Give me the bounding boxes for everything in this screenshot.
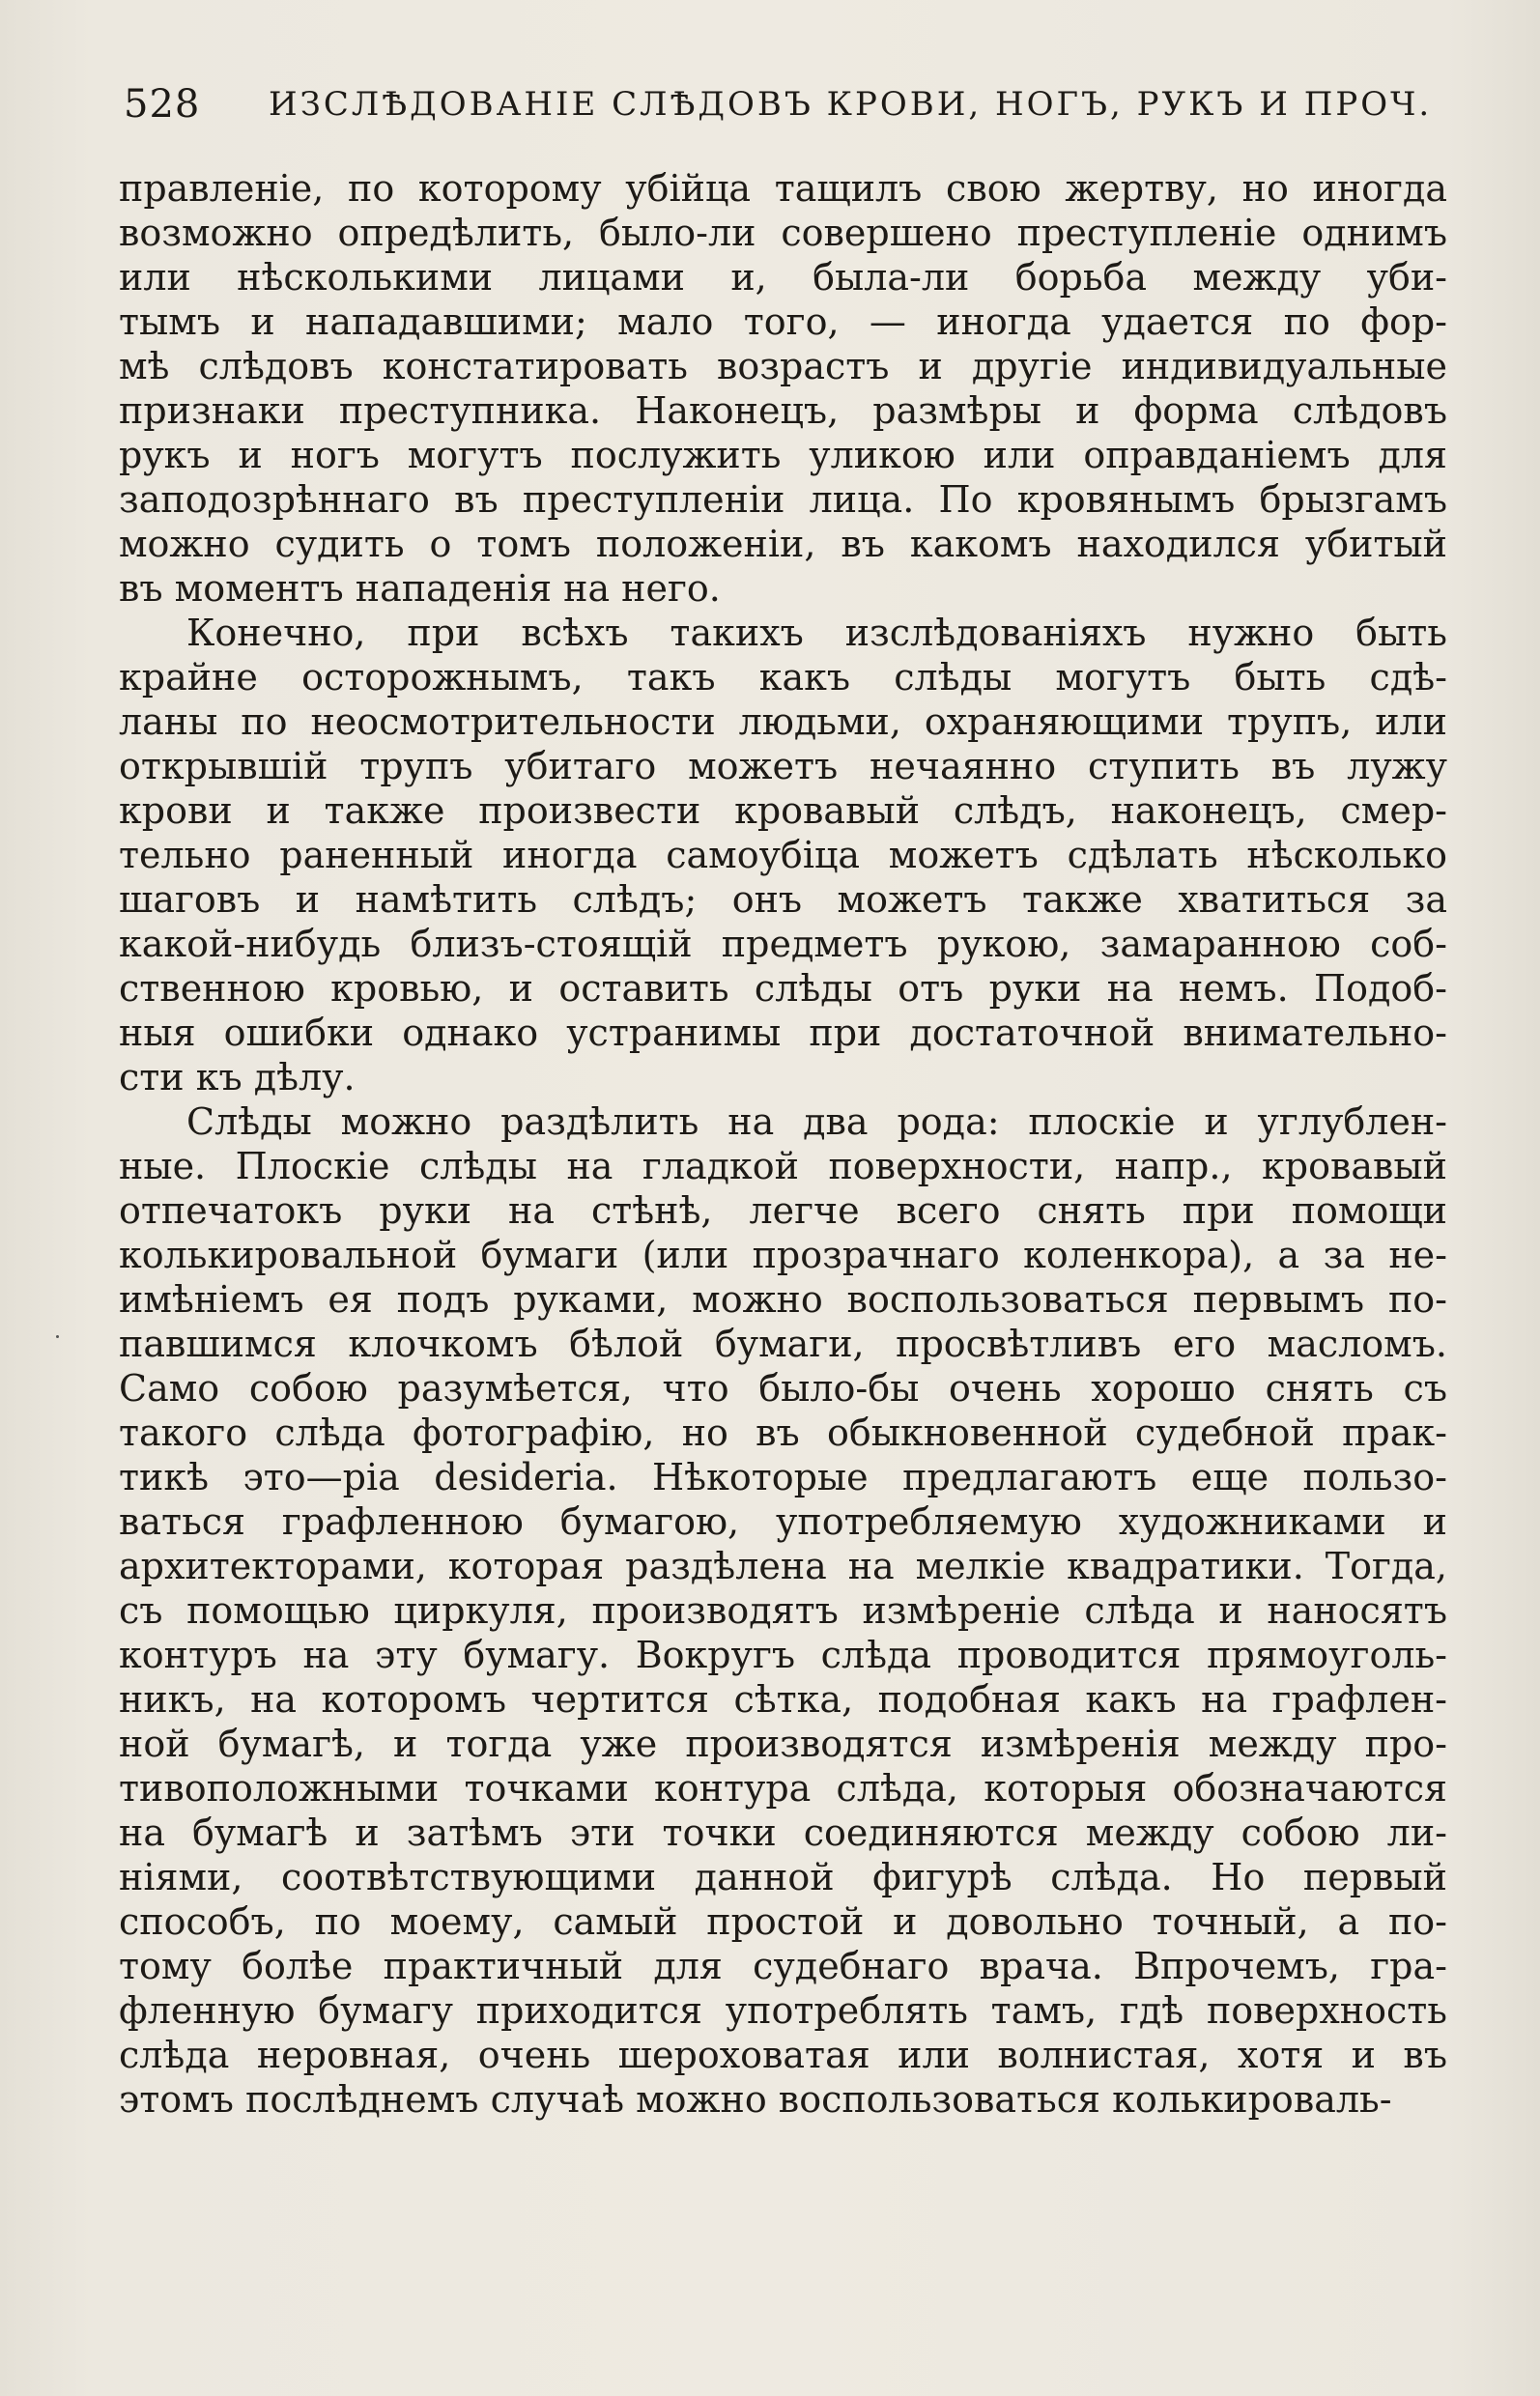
text-line: ланы по неосмотрительности людьми, охраняющими трупъ, или (119, 700, 1447, 743)
text-line: тымъ и нападавшими; мало того, — иногда удается по фор- (119, 300, 1447, 343)
text-line: сти къ дѣлу. (119, 1056, 356, 1098)
text-line: такого слѣда фотографію, но въ обыкновенной судебной прак- (119, 1412, 1447, 1454)
margin-speck (56, 1335, 59, 1338)
text-line: заподозрѣннаго въ преступленіи лица. По кровянымъ брызгамъ (119, 478, 1447, 521)
text-line: ные. Плоскіе слѣды на гладкой поверхности, напр., кровавый (119, 1145, 1447, 1187)
text-line: отпечатокъ руки на стѣнѣ, легче всего снять при помощи (119, 1189, 1447, 1232)
text-line: какой-нибудь близъ-стоящій предметъ рукою, замаранною соб- (119, 923, 1447, 965)
text-line: Само собою разумѣется, что было-бы очень хорошо снять съ (119, 1367, 1447, 1410)
page-header (124, 75, 1457, 133)
text-line: способъ, по моему, самый простой и довольно точный, а по- (119, 1900, 1447, 1943)
text-line: съ помощью циркуля, производятъ измѣреніе слѣда и наносятъ (119, 1589, 1447, 1632)
text-line: Конечно, при всѣхъ такихъ изслѣдованіяхъ нужно быть (186, 612, 1447, 654)
text-line: тивоположными точками контура слѣда, которыя обозначаются (119, 1767, 1447, 1810)
text-line: Слѣды можно раздѣлить на два рода: плоскіе и углублен- (186, 1100, 1447, 1143)
text-line: ваться графленною бумагою, употребляемую художниками и (119, 1500, 1447, 1543)
text-line: признаки преступника. Наконецъ, размѣры и форма слѣдовъ (119, 389, 1447, 432)
text-line: открывшій трупъ убитаго можетъ нечаянно ступить въ лужу (119, 745, 1447, 787)
text-line: ныя ошибки однако устранимы при достаточной внимательно- (119, 1012, 1447, 1054)
text-line: крови и также произвести кровавый слѣдъ, наконецъ, смер- (119, 789, 1447, 832)
paragraph (119, 611, 1447, 1099)
text-line: или нѣсколькими лицами и, была-ли борьба между уби- (119, 256, 1447, 299)
text-line: возможно опредѣлить, было-ли совершено преступленіе однимъ (119, 212, 1447, 254)
page-number: 528 (124, 82, 201, 127)
paragraph (119, 166, 1447, 611)
text-line: на бумагѣ и затѣмъ эти точки соединяются между собою ли- (119, 1811, 1447, 1854)
text-line: крайне осторожнымъ, такъ какъ слѣды могутъ быть сдѣ- (119, 656, 1447, 699)
paragraph (119, 1099, 1447, 2122)
text-line: мѣ слѣдовъ констатировать возрастъ и другіе индивидуальные (119, 345, 1447, 387)
text-line: павшимся клочкомъ бѣлой бумаги, просвѣтливъ его масломъ. (119, 1323, 1447, 1365)
text-line: тельно раненный иногда самоубіца можетъ сдѣлать нѣсколько (119, 834, 1447, 876)
text-line: контуръ на эту бумагу. Вокругъ слѣда проводится прямоуголь- (119, 1634, 1447, 1676)
text-line: ной бумагѣ, и тогда уже производятся измѣренія между про- (119, 1723, 1447, 1765)
text-line: ніями, соотвѣтствующими данной фигурѣ слѣда. Но первый (119, 1856, 1447, 1898)
text-line: архитекторами, которая раздѣлена на мелкіе квадратики. Тогда, (119, 1545, 1447, 1587)
running-title: ИЗСЛѢДОВАНІЕ СЛѢДОВЪ КРОВИ, НОГЪ, РУКЪ И ПРОЧ. (269, 85, 1433, 124)
text-line: тикѣ это—pia desideria. Нѣкоторые предлагаютъ еще пользо- (119, 1456, 1447, 1498)
text-line: имѣніемъ ея подъ руками, можно воспользоваться первымъ по- (119, 1278, 1447, 1321)
text-line: рукъ и ногъ могутъ послужить уликою или оправданіемъ для (119, 434, 1447, 476)
text-line: правленіе, по которому убійца тащилъ свою жертву, но иногда (119, 167, 1447, 210)
text-line: тому болѣе практичный для судебнаго врача. Впрочемъ, гра- (119, 1945, 1447, 1987)
text-line: слѣда неровная, очень шероховатая или волнистая, хотя и въ (119, 2034, 1447, 2076)
text-line: можно судить о томъ положеніи, въ какомъ находился убитый (119, 523, 1447, 565)
text-line: въ моментъ нападенія на него. (119, 567, 721, 610)
text-line: никъ, на которомъ чертится сѣтка, подобная какъ на графлен- (119, 1678, 1447, 1721)
text-line: шаговъ и намѣтить слѣдъ; онъ можетъ также хватиться за (119, 878, 1447, 921)
text-line: ственною кровью, и оставить слѣды отъ руки на немъ. Подоб- (119, 967, 1447, 1010)
text-line: фленную бумагу приходится употреблять тамъ, гдѣ поверхность (119, 1989, 1447, 2032)
text-line: этомъ послѣднемъ случаѣ можно воспользоваться колькироваль- (119, 2078, 1392, 2121)
text-line: колькировальной бумаги (или прозрачнаго коленкора), а за не- (119, 1234, 1447, 1276)
body-text (119, 166, 1447, 2122)
